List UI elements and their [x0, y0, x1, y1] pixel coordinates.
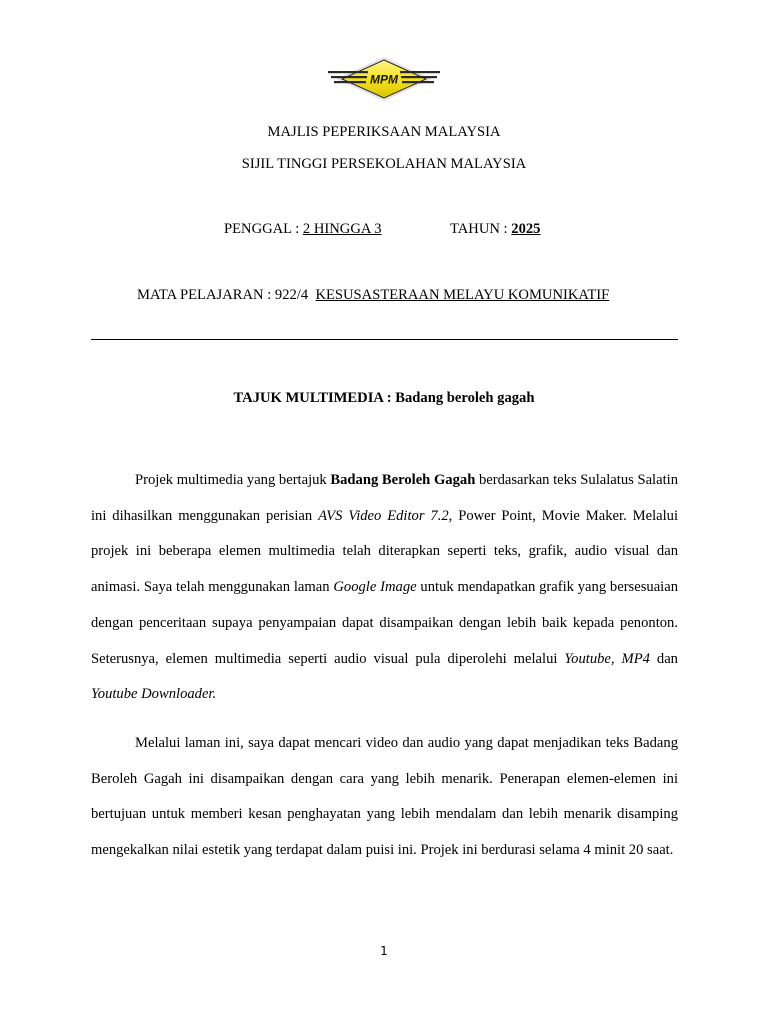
term-label: PENGGAL : — [224, 221, 303, 237]
p1-mp4: MP4 — [621, 650, 650, 667]
p1-text-4: untuk mendapatkan grafik yang bersesuaian dengan penceritaan supaya penyampaian dapat disampaikan dengan lebih baik kepada penonton. Seterusnya, elemen multimedia seperti audio visual pula diperolehi melalui — [91, 579, 678, 667]
year-label: TAHUN : — [450, 221, 512, 237]
horizontal-divider — [91, 339, 678, 340]
term-field — [224, 220, 382, 238]
p1-text-1: Projek multimedia yang bertajuk — [135, 472, 331, 488]
subject-label: MATA PELAJARAN : 922/4 — [137, 287, 316, 303]
subject-field — [137, 286, 609, 304]
p1-project-title: Badang Beroleh Gagah — [330, 472, 476, 488]
year-field — [450, 220, 540, 238]
page-number: 1 — [380, 944, 388, 958]
p1-text-3: , Power Point, Movie Maker. Melalui projek ini beberapa elemen multimedia telah diterapkan seperti teks, grafik, audio visual dan animasi. Saya telah menggunakan laman — [91, 507, 679, 596]
term-value: 2 HINGGA 3 — [302, 221, 382, 237]
p1-software-name: AVS Video Editor 7.2 — [318, 507, 449, 524]
org-name-line2: SIJIL TINGGI PERSEKOLAHAN MALAYSIA — [241, 156, 527, 172]
p1-text-2: berdasarkan teks Sulalatus Salatin ini dihasilkan menggunakan perisian — [91, 472, 678, 524]
p1-text-6: dan — [649, 650, 678, 667]
org-name-line1: MAJLIS PEPERIKSAAN MALAYSIA — [267, 124, 501, 140]
p1-youtube-downloader: Youtube Downloader. — [91, 686, 217, 703]
subject-value: KESUSASTERAAN MELAYU KOMUNIKATIF — [315, 287, 610, 303]
multimedia-title: TAJUK MULTIMEDIA : Badang beroleh gagah — [233, 390, 535, 406]
p1-youtube: Youtube — [564, 650, 611, 667]
mpm-logo — [328, 56, 440, 102]
paragraph-1 — [91, 463, 678, 713]
year-value: 2025 — [511, 221, 541, 237]
logo-text: MPM — [370, 72, 398, 87]
p1-google-image: Google Image — [333, 579, 417, 596]
p1-text-5: , — [610, 650, 622, 667]
paragraph-2: Melalui laman ini, saya dapat mencari video dan audio yang dapat menjadikan teks Badang Beroleh Gagah ini disampaikan dengan cara yang lebih menarik. Penerapan elemen-elemen ini bertujuan untuk memberi kesan penghayatan yang lebih mendalam dan lebih menarik disamping mengekalkan nilai estetik yang terdapat dalam puisi ini. Projek ini berdurasi selama 4 minit 20 saat. — [91, 735, 678, 859]
